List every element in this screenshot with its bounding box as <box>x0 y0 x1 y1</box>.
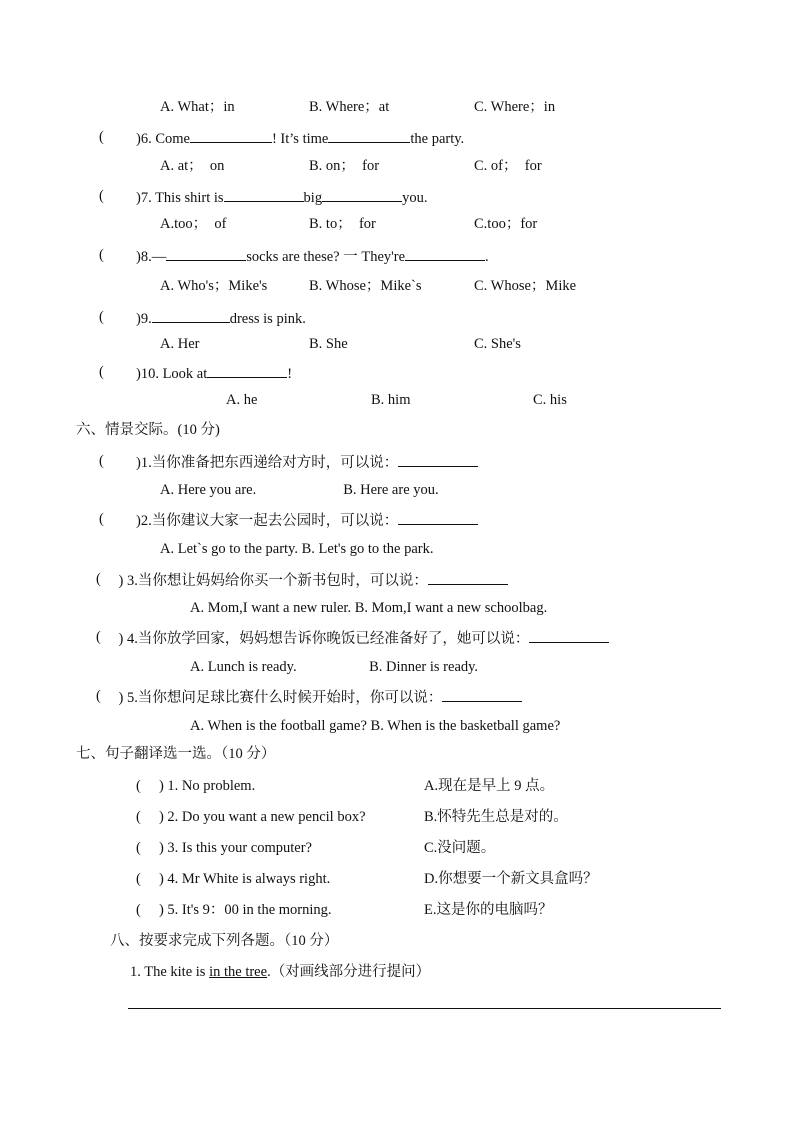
p6-q1-text: )1.当你准备把东西递给对方时，可以说： <box>136 455 399 471</box>
p6-q3-blank[interactable] <box>428 570 508 585</box>
p7-left-1[interactable]: ( ) 1. No problem. <box>136 778 256 794</box>
p6-q5-stem <box>104 687 522 707</box>
p8-q1-suffix: .（对画线部分进行提问） <box>267 964 431 980</box>
p7-right-b: B.怀特先生总是对的。 <box>424 809 568 825</box>
part8-heading: 八、按要求完成下列各题。（10 分） <box>110 933 339 949</box>
p6-q3-options: A. Mom,I want a new ruler. B. Mom,I want a new schoolbag. <box>190 600 548 616</box>
q7-blank-2[interactable] <box>322 187 402 202</box>
p6-q5-blank[interactable] <box>442 687 522 702</box>
p8-q1 <box>130 963 430 981</box>
q10-stem <box>136 363 292 383</box>
q5-option-a: A. What；in <box>160 99 235 115</box>
q8-stem <box>136 246 489 266</box>
q10-blank-1[interactable] <box>207 363 287 378</box>
p6-q2-options: A. Let`s go to the party. B. Let's go to the park. <box>160 541 434 557</box>
q8-blank-2[interactable] <box>405 246 485 261</box>
q6-num: )6. Come <box>136 131 190 147</box>
q10-option-a: A. he <box>226 392 258 408</box>
q10-end: ! <box>287 366 293 382</box>
p7-left-2[interactable]: ( ) 2. Do you want a new pencil box? <box>136 809 366 825</box>
q6-paren[interactable]: ( <box>99 129 104 145</box>
q9-option-c: C. She's <box>474 336 521 352</box>
part7-heading: 七、句子翻译选一选。（10 分） <box>76 746 276 762</box>
q6-blank-2[interactable] <box>328 128 410 143</box>
p7-left-4[interactable]: ( ) 4. Mr White is always right. <box>136 871 331 887</box>
p6-q4-paren[interactable]: ( <box>96 629 101 645</box>
q7-option-a: A.too； of <box>160 216 227 232</box>
q8-end: . <box>485 249 489 265</box>
p6-q2-paren[interactable]: ( <box>99 511 104 527</box>
p6-q1-options: A. Here you are. B. Here are you. <box>160 482 439 498</box>
q8-option-a: A. Who's；Mike's <box>160 278 268 294</box>
p6-q3-stem <box>104 570 508 590</box>
q5-option-b: B. Where；at <box>309 99 390 115</box>
p6-q4-stem <box>104 628 609 648</box>
q7-mid: big <box>303 190 323 206</box>
p6-q2-stem <box>136 510 478 530</box>
q6-option-c: C. of； for <box>474 158 542 174</box>
p7-left-3[interactable]: ( ) 3. Is this your computer? <box>136 840 312 856</box>
p6-q1-blank[interactable] <box>398 452 478 467</box>
p6-q5-options: A. When is the football game? B. When is the basketball game? <box>190 718 561 734</box>
q7-end: you. <box>402 190 428 206</box>
q6-option-a: A. at； on <box>160 158 225 174</box>
q10-paren[interactable]: ( <box>99 364 104 380</box>
p7-right-d: D.你想要一个新文具盒吗？ <box>424 871 598 887</box>
q7-blank-1[interactable] <box>224 187 304 202</box>
p6-q3-paren[interactable]: ( <box>96 571 101 587</box>
p6-q1-stem <box>136 452 478 472</box>
p6-q3-text: ) 3.当你想让妈妈给你买一个新书包时，可以说： <box>104 573 428 589</box>
p6-q4-options: A. Lunch is ready. B. Dinner is ready. <box>190 659 479 675</box>
p7-right-c: C.没问题。 <box>424 840 496 856</box>
q6-option-b: B. on； for <box>309 158 380 174</box>
q6-blank-1[interactable] <box>190 128 272 143</box>
q8-option-b: B. Whose；Mike`s <box>309 278 422 294</box>
q7-paren[interactable]: ( <box>99 188 104 204</box>
q6-stem <box>136 128 464 148</box>
p8-q1-answer-line[interactable] <box>128 1008 721 1009</box>
p6-q5-text: ) 5.当你想问足球比赛什么时候开始时，你可以说： <box>104 690 443 706</box>
q8-paren[interactable]: ( <box>99 247 104 263</box>
p8-q1-underlined: in the tree <box>209 964 268 980</box>
q7-stem <box>136 187 427 207</box>
p7-left-5[interactable]: ( ) 5. It's 9：00 in the morning. <box>136 902 332 918</box>
q6-end: the party. <box>410 131 465 147</box>
p7-right-e: E.这是你的电脑吗？ <box>424 902 553 918</box>
q9-stem <box>136 308 306 328</box>
q7-num: )7. This shirt is <box>136 190 224 206</box>
q8-blank-1[interactable] <box>166 246 246 261</box>
q8-num: )8.— <box>136 249 167 265</box>
p6-q5-paren[interactable]: ( <box>96 688 101 704</box>
p6-q4-blank[interactable] <box>529 628 609 643</box>
q10-option-c: C. his <box>533 392 567 408</box>
q9-blank-1[interactable] <box>152 308 230 323</box>
q9-option-b: B. She <box>309 336 348 352</box>
q7-option-b: B. to； for <box>309 216 376 232</box>
q9-num: )9. <box>136 311 152 327</box>
q7-option-c: C.too；for <box>474 216 538 232</box>
p6-q4-text: ) 4.当你放学回家，妈妈想告诉你晚饭已经准备好了，她可以说： <box>104 631 530 647</box>
q10-option-b: B. him <box>371 392 411 408</box>
q9-end: dress is pink. <box>229 311 306 327</box>
q9-paren[interactable]: ( <box>99 309 104 325</box>
p7-right-a: A.现在是早上 9 点。 <box>424 778 555 794</box>
q5-option-c: C. Where；in <box>474 99 556 115</box>
p6-q2-blank[interactable] <box>398 510 478 525</box>
p6-q2-text: )2.当你建议大家一起去公园时，可以说： <box>136 513 399 529</box>
part6-heading: 六、情景交际。(10 分) <box>76 422 220 438</box>
p6-q1-paren[interactable]: ( <box>99 453 104 469</box>
p8-q1-prefix: 1. The kite is <box>130 964 210 980</box>
q8-mid: socks are these? 一 They're <box>246 249 406 265</box>
q8-option-c: C. Whose；Mike <box>474 278 577 294</box>
q10-num: )10. Look at <box>136 366 208 382</box>
q6-mid: ! It’s time <box>271 131 329 147</box>
q9-option-a: A. Her <box>160 336 200 352</box>
